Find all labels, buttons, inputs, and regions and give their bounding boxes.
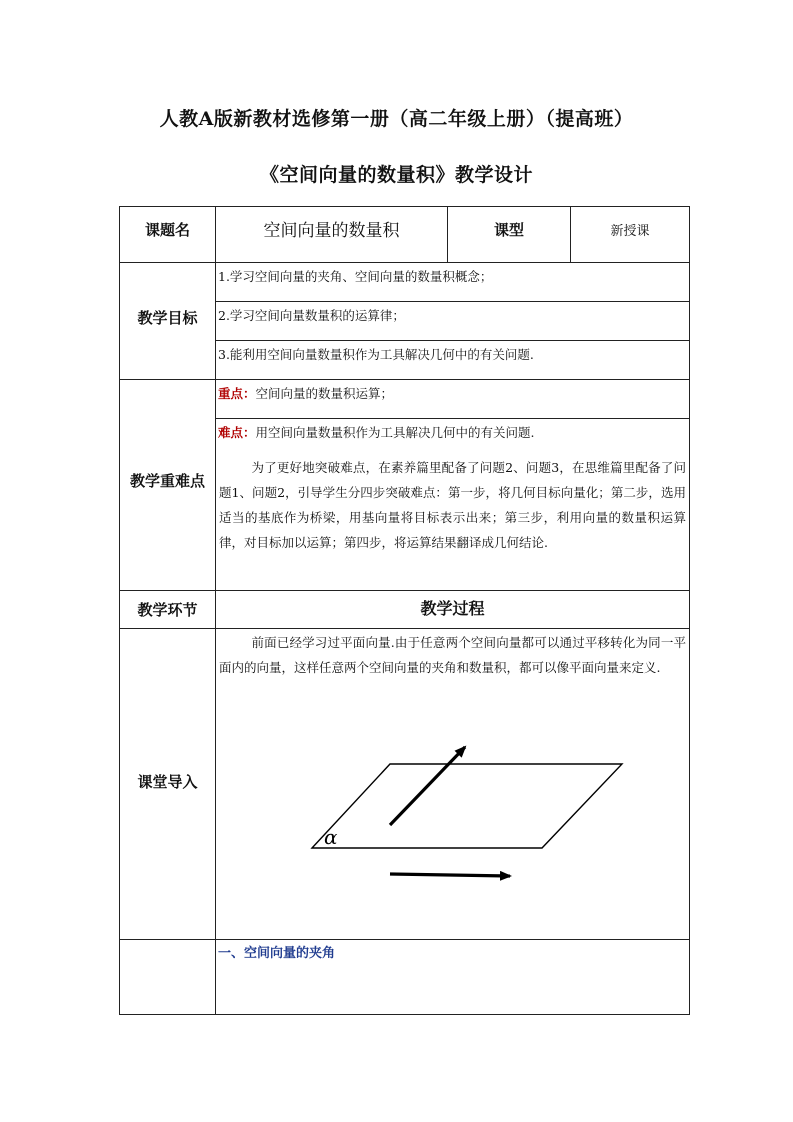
focus-line: [218, 381, 686, 406]
intro-paragraph: 前面已经学习过平面向量.由于任意两个空间向量都可以通过平移转化为同一平面内的向量，这样任意两个空间向量的夹角和数量积，都可以像平面向量来定义.: [219, 635, 686, 675]
objective-item-3: 3.能利用空间向量数量积作为工具解决几何中的有关问题.: [218, 347, 534, 362]
objective-item-1: 1.学习空间向量的夹角、空间向量的数量积概念；: [218, 269, 493, 284]
section-heading-angle: 一、空间向量的夹角: [218, 946, 336, 961]
difficulty-line: [218, 420, 686, 445]
focus-text: 空间向量的数量积运算；: [255, 386, 394, 401]
key-points-label: 教学重难点: [129, 472, 205, 490]
key-points-paragraph: 为了更好地突破难点，在素养篇里配备了问题2、问题3，在思维篇里配备了问题1、问题2，引导学生分四步突破难点：第一步，将几何目标向量化；第二步，选用适当的基底作为桥梁，用基向量将目标表示出来；第三步，利用向量的数量积运算律，对目标加以运算；第四步，将运算结果翻译成几何结论.: [219, 460, 686, 550]
topic-value: 空间向量的数量积: [263, 221, 400, 241]
focus-label: 重点：: [218, 386, 256, 401]
process-left-header: 教学环节: [137, 601, 198, 619]
process-right-header: 教学过程: [420, 599, 485, 618]
difficulty-label: 难点：: [218, 425, 256, 440]
plane-parallelogram: [312, 764, 622, 848]
plane-vector-figure: [300, 735, 640, 895]
doc-title-line2: 《空间向量的数量积》教学设计: [259, 164, 533, 186]
type-value: 新授课: [610, 224, 650, 239]
plane-alpha-label: α: [324, 825, 338, 849]
topic-label: 课题名: [144, 221, 190, 239]
doc-title-line1: 人教A版新教材选修第一册（高二年级上册）（提高班）: [159, 108, 634, 130]
objectives-label: 教学目标: [137, 309, 198, 327]
difficulty-text: 用空间向量数量积作为工具解决几何中的有关问题.: [255, 425, 535, 440]
intro-label: 课堂导入: [137, 773, 198, 791]
objective-item-2: 2.学习空间向量数量积的运算律；: [218, 308, 405, 323]
vector-arrow-oblique: [390, 747, 465, 825]
type-label: 课型: [493, 221, 524, 239]
vector-arrow-horizontal: [390, 874, 510, 876]
